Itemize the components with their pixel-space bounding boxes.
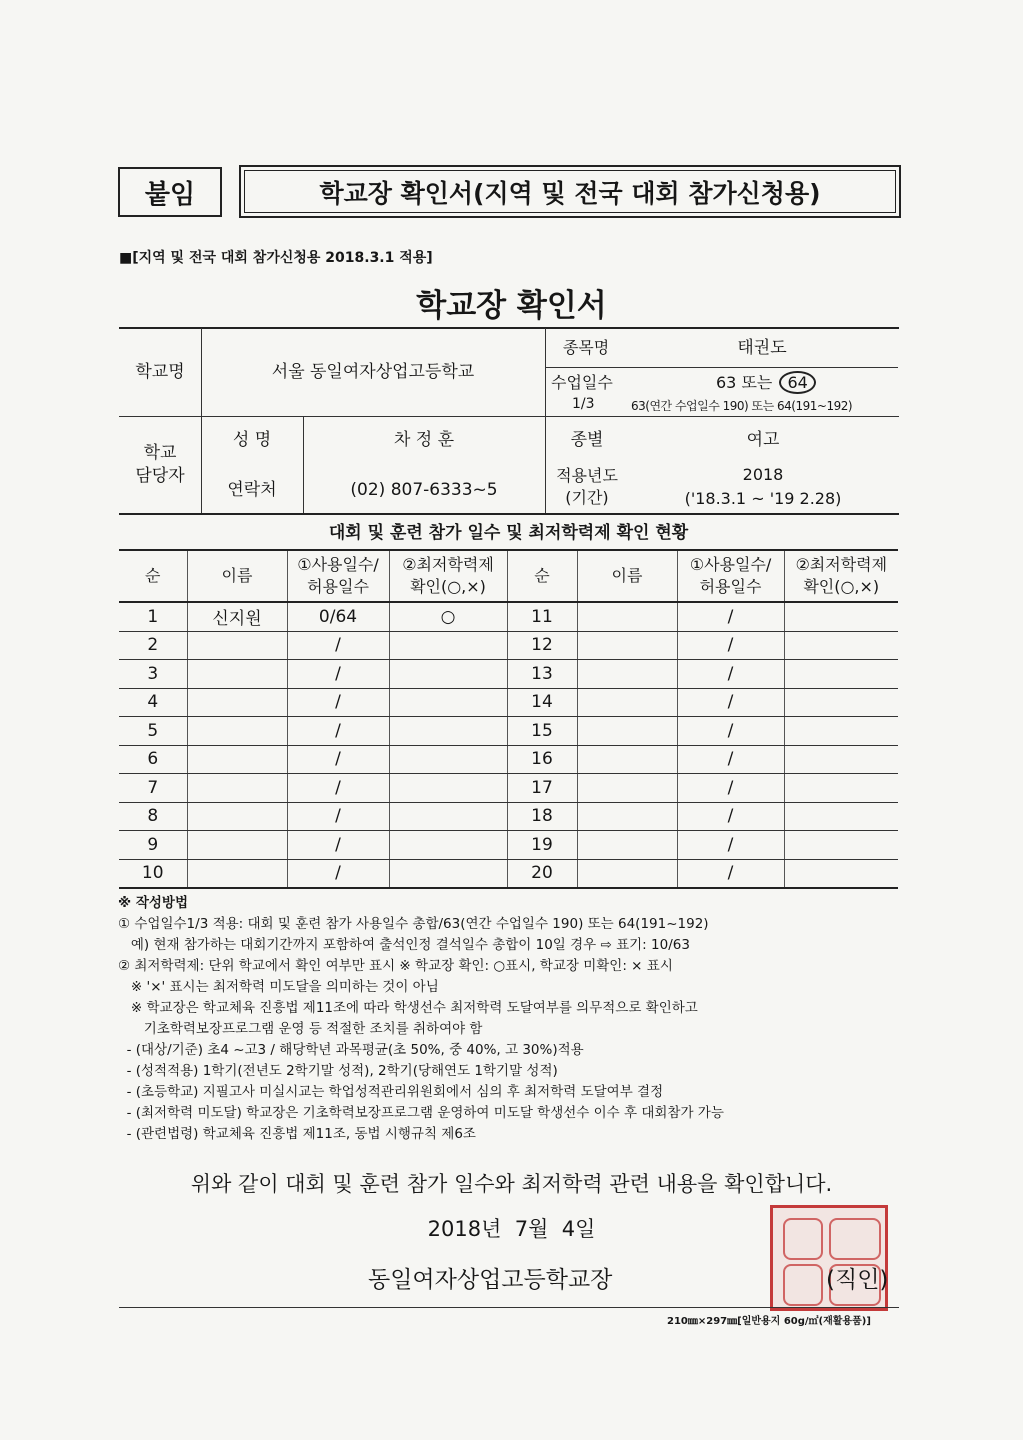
table-cell: 17 bbox=[507, 774, 577, 803]
manager-label: 학교 담당자 bbox=[135, 443, 185, 486]
confirmation-text: 위와 같이 대회 및 훈련 참가 일수와 최저학력 관련 내용을 확인합니다. bbox=[190, 1172, 833, 1196]
school-name-value: 서울 동일여자상업고등학교 bbox=[271, 361, 475, 382]
class-days-label: 수업일수 bbox=[551, 373, 613, 392]
table-cell bbox=[389, 631, 507, 660]
header-cell: ②최저학력제 확인(○,×) bbox=[389, 550, 507, 602]
table-cell: 0/64 bbox=[287, 602, 389, 631]
class-days-value: 63 또는 64 bbox=[716, 370, 816, 394]
header-cell: 순 bbox=[507, 550, 577, 602]
table-cell bbox=[784, 859, 898, 888]
table-cell: / bbox=[677, 774, 784, 803]
table-cell: 15 bbox=[507, 717, 577, 746]
table-cell: 16 bbox=[507, 745, 577, 774]
table-cell: 4 bbox=[119, 688, 187, 717]
note-line: ① 수업일수1/3 적용: 대회 및 훈련 참가 사용일수 총합/63(연간 수업일수 190) 또는 64(191~192) bbox=[118, 916, 709, 932]
table-cell bbox=[784, 831, 898, 860]
period-value: ('18.3.1 ~ '19 2.28) bbox=[684, 489, 842, 509]
table-cell bbox=[784, 717, 898, 746]
gender-value: 여고 bbox=[746, 429, 780, 450]
table-cell: 12 bbox=[507, 631, 577, 660]
table-cell bbox=[784, 745, 898, 774]
table-row bbox=[119, 688, 898, 717]
note-line: - (대상/기준) 초4 ~고3 / 해당학년 과목평균(초 50%, 중 40%, 고 30%)적용 bbox=[118, 1042, 584, 1058]
principal-name: 동일여자상업고등학교장 bbox=[368, 1267, 613, 1293]
table-row bbox=[119, 745, 898, 774]
table-cell: / bbox=[677, 745, 784, 774]
header-cell: ①사용일수/ 허용일수 bbox=[677, 550, 784, 602]
table-cell: / bbox=[677, 717, 784, 746]
table-cell: 5 bbox=[119, 717, 187, 746]
table-cell bbox=[187, 717, 287, 746]
table-cell bbox=[187, 745, 287, 774]
note-line: 예) 현재 참가하는 대회기간까지 포함하여 출석인정 결석일수 총합이 10일 경우 ⇨ 표기: 10/63 bbox=[118, 937, 690, 953]
header-cell: ②최저학력제 확인(○,×) bbox=[784, 550, 898, 602]
table-cell: / bbox=[287, 688, 389, 717]
table-cell: / bbox=[287, 745, 389, 774]
table-cell bbox=[389, 859, 507, 888]
table-cell: 8 bbox=[119, 802, 187, 831]
class-days-detail: 63(연간 수업일수 190) 또는 64(191~192) bbox=[631, 399, 853, 413]
note-line: - (관련법령) 학교체육 진흥법 제11조, 동법 시행규칙 제6조 bbox=[118, 1126, 476, 1142]
table-cell: 14 bbox=[507, 688, 577, 717]
table-cell: / bbox=[677, 602, 784, 631]
note-line: ※ 학교장은 학교체육 진흥법 제11조에 따라 학생선수 최저학력 도달여부를 의무적으로 확인하고 bbox=[118, 1000, 698, 1016]
table-cell: / bbox=[677, 688, 784, 717]
table-row bbox=[119, 774, 898, 803]
name-value: 차 정 훈 bbox=[393, 429, 455, 450]
table-cell bbox=[187, 831, 287, 860]
table-cell: 20 bbox=[507, 859, 577, 888]
title-box: 학교장 확인서(지역 및 전국 대회 참가신청용) bbox=[239, 165, 901, 218]
paper-spec-footer: 210㎜×297㎜[일반용지 60g/㎡(재활용품)] bbox=[667, 1316, 871, 1327]
table-cell bbox=[187, 660, 287, 689]
table-cell bbox=[784, 660, 898, 689]
gender-label: 종별 bbox=[570, 429, 604, 450]
header-cell: 순 bbox=[119, 550, 187, 602]
class-days-fraction: 1/3 bbox=[572, 396, 595, 412]
table-cell: 18 bbox=[507, 802, 577, 831]
status-title: 대회 및 훈련 참가 일수 및 최저학력제 확인 현황 bbox=[328, 522, 689, 543]
table-cell: / bbox=[287, 859, 389, 888]
table-cell: / bbox=[677, 802, 784, 831]
table-cell bbox=[389, 660, 507, 689]
table-cell bbox=[577, 717, 677, 746]
header-cell: 이름 bbox=[577, 550, 677, 602]
table-row bbox=[119, 831, 898, 860]
event-value: 태권도 bbox=[737, 337, 787, 358]
table-cell: 1 bbox=[119, 602, 187, 631]
school-name-label: 학교명 bbox=[135, 361, 185, 382]
attachment-label: 붙임 bbox=[118, 167, 222, 217]
table-cell bbox=[389, 688, 507, 717]
note-line: ※ '×' 표시는 최저학력 미도달을 의미하는 것이 아님 bbox=[118, 979, 439, 995]
table-cell: / bbox=[677, 859, 784, 888]
note-line: ② 최저학력제: 단위 학교에서 확인 여부만 표시 ※ 학교장 확인: ○표시, 학교장 미확인: × 표시 bbox=[118, 958, 673, 974]
table-cell: 9 bbox=[119, 831, 187, 860]
table-cell bbox=[389, 745, 507, 774]
table-cell bbox=[784, 631, 898, 660]
table-cell bbox=[784, 688, 898, 717]
seal-label: (직인) bbox=[826, 1267, 889, 1293]
table-cell bbox=[784, 802, 898, 831]
table-row bbox=[119, 660, 898, 689]
table-cell: / bbox=[677, 660, 784, 689]
table-cell: / bbox=[287, 717, 389, 746]
table-row bbox=[119, 802, 898, 831]
year-value: 2018 bbox=[742, 465, 784, 485]
table-cell: / bbox=[677, 831, 784, 860]
table-cell: 2 bbox=[119, 631, 187, 660]
table-cell bbox=[187, 802, 287, 831]
note-line: - (성적적용) 1학기(전년도 2학기말 성적), 2학기(당해연도 1학기말 성적) bbox=[118, 1063, 558, 1079]
table-row bbox=[119, 859, 898, 888]
official-seal-stamp bbox=[770, 1205, 888, 1311]
table-cell bbox=[577, 631, 677, 660]
page-title: 학교장 확인서 bbox=[416, 288, 607, 324]
contact-value: (02) 807-6333~5 bbox=[350, 479, 498, 500]
table-cell: 11 bbox=[507, 602, 577, 631]
note-line: - (초등학교) 지필고사 미실시교는 학업성적관리위원회에서 심의 후 최저학력 도달여부 결정 bbox=[118, 1084, 664, 1100]
table-cell: 19 bbox=[507, 831, 577, 860]
table-cell: 10 bbox=[119, 859, 187, 888]
contact-label: 연락처 bbox=[227, 479, 277, 500]
circled-64: 64 bbox=[779, 371, 815, 394]
table-row bbox=[119, 717, 898, 746]
table-cell: / bbox=[287, 774, 389, 803]
table-header-row bbox=[119, 550, 898, 602]
table-cell bbox=[577, 745, 677, 774]
table-cell: 7 bbox=[119, 774, 187, 803]
table-cell bbox=[577, 660, 677, 689]
writing-instructions bbox=[118, 893, 908, 1145]
table-cell bbox=[187, 859, 287, 888]
table-cell: / bbox=[287, 660, 389, 689]
table-cell: 신지원 bbox=[187, 602, 287, 631]
table-cell bbox=[577, 774, 677, 803]
table-cell bbox=[389, 717, 507, 746]
name-label: 성 명 bbox=[232, 429, 272, 450]
table-cell bbox=[577, 859, 677, 888]
applicability-note: ■[지역 및 전국 대회 참가신청용 2018.3.1 적용] bbox=[119, 250, 433, 266]
note-line: - (최저학력 미도달) 학교장은 기초학력보장프로그램 운영하여 미도달 학생선수 이수 후 대회참가 가능 bbox=[118, 1105, 724, 1121]
table-cell bbox=[577, 602, 677, 631]
table-row bbox=[119, 602, 898, 631]
table-cell bbox=[577, 831, 677, 860]
table-cell: 13 bbox=[507, 660, 577, 689]
table-row bbox=[119, 631, 898, 660]
table-cell: ○ bbox=[389, 602, 507, 631]
table-cell bbox=[389, 774, 507, 803]
table-cell: 6 bbox=[119, 745, 187, 774]
table-cell bbox=[784, 602, 898, 631]
table-cell bbox=[187, 631, 287, 660]
note-line: 기초학력보장프로그램 운영 등 적절한 조치를 취하여야 함 bbox=[118, 1021, 483, 1037]
table-cell: / bbox=[287, 631, 389, 660]
table-cell: / bbox=[287, 802, 389, 831]
attendance-table bbox=[119, 549, 898, 889]
header-cell: ①사용일수/ 허용일수 bbox=[287, 550, 389, 602]
table-cell: / bbox=[287, 831, 389, 860]
table-cell bbox=[577, 802, 677, 831]
table-cell bbox=[187, 774, 287, 803]
table-cell bbox=[784, 774, 898, 803]
note-line: ※ 작성방법 bbox=[118, 895, 188, 911]
table-cell bbox=[187, 688, 287, 717]
event-label: 종목명 bbox=[562, 338, 610, 358]
year-label: 적용년도 (기간) bbox=[556, 466, 618, 507]
table-cell bbox=[389, 802, 507, 831]
table-cell: / bbox=[677, 631, 784, 660]
table-cell: 3 bbox=[119, 660, 187, 689]
header-cell: 이름 bbox=[187, 550, 287, 602]
table-cell bbox=[389, 831, 507, 860]
confirmation-date: 2018년 7월 4일 bbox=[427, 1217, 596, 1241]
table-cell bbox=[577, 688, 677, 717]
